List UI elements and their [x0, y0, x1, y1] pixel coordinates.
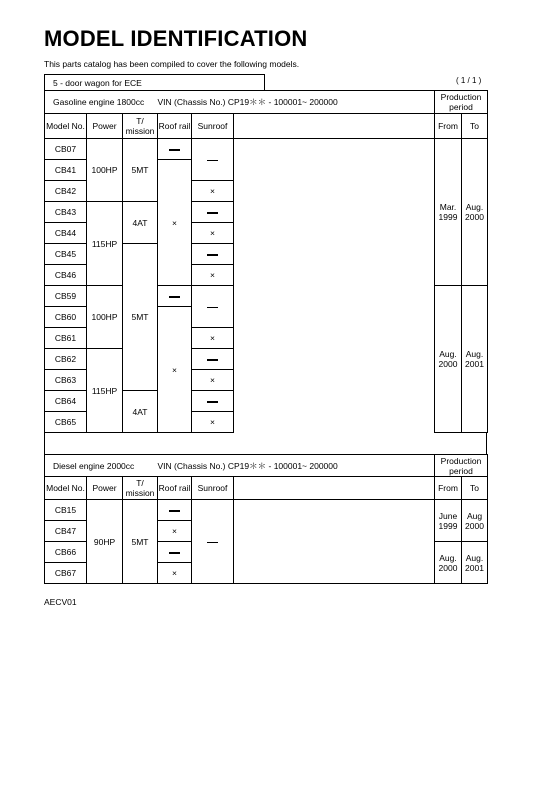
model-no: CB43 — [45, 202, 87, 223]
roof-rail-cell — [158, 286, 192, 307]
model-no: CB42 — [45, 181, 87, 202]
model-no: CB60 — [45, 307, 87, 328]
intro-text: This parts catalog has been compiled to cover the following models. — [44, 59, 300, 69]
transmission-cell: 5MT — [123, 244, 158, 391]
model-no: CB59 — [45, 286, 87, 307]
roof-rail-cell — [158, 500, 192, 521]
to-header: To — [462, 477, 488, 500]
roof-rail-cell: × — [158, 160, 192, 286]
period-to: Aug 2000 — [462, 500, 488, 542]
power-cell: 100HP — [87, 139, 123, 202]
diesel-model-table — [44, 454, 488, 584]
production-header: Production period — [435, 455, 488, 477]
sunroof-cell — [192, 244, 234, 265]
dash-mark — [207, 542, 218, 544]
production-header: Production period — [435, 91, 488, 114]
to-header: To — [462, 114, 488, 139]
transmission-cell: 5MT — [123, 500, 158, 584]
sunroof-cell — [192, 139, 234, 181]
page-number: ( 1 / 1 ) — [456, 76, 482, 85]
dash-mark — [169, 149, 180, 151]
sunroof-header: Sunroof — [192, 114, 234, 139]
dash-mark — [169, 552, 180, 554]
dash-mark — [207, 160, 218, 162]
page-title: MODEL IDENTIFICATION — [44, 26, 308, 51]
sunroof-cell — [192, 286, 234, 328]
sunroof-cell: × — [192, 223, 234, 244]
model-no: CB44 — [45, 223, 87, 244]
model-no: CB63 — [45, 370, 87, 391]
roof-rail-cell: × — [158, 521, 192, 542]
model-no: CB62 — [45, 349, 87, 370]
engine-label: Gasoline engine 1800cc — [45, 91, 158, 114]
period-from: June 1999 — [435, 500, 462, 542]
model-no: CB64 — [45, 391, 87, 412]
power-header: Power — [87, 114, 123, 139]
model-header: Model No. — [45, 114, 87, 139]
model-no: CB65 — [45, 412, 87, 433]
from-header: From — [435, 114, 462, 139]
power-cell: 100HP — [87, 286, 123, 349]
catalog-code: AECV01 — [44, 597, 77, 607]
blank-area — [234, 500, 435, 584]
from-header: From — [435, 477, 462, 500]
model-no: CB61 — [45, 328, 87, 349]
blank-column — [234, 477, 435, 500]
sunroof-cell — [192, 202, 234, 223]
table-spacer — [44, 433, 487, 454]
power-cell: 115HP — [87, 202, 123, 286]
dash-mark — [169, 296, 180, 298]
model-no: CB45 — [45, 244, 87, 265]
power-header: Power — [87, 477, 123, 500]
gasoline-model-table — [44, 90, 488, 433]
period-to: Aug. 2001 — [462, 286, 488, 433]
model-header: Model No. — [45, 477, 87, 500]
model-no: CB47 — [45, 521, 87, 542]
roof-rail-header: Roof rail — [158, 114, 192, 139]
period-from: Aug. 2000 — [435, 286, 462, 433]
period-to: Aug. 2000 — [462, 139, 488, 286]
blank-area — [234, 139, 435, 433]
sunroof-header: Sunroof — [192, 477, 234, 500]
model-no: CB66 — [45, 542, 87, 563]
transmission-header: T/ mission — [123, 477, 158, 500]
model-no: CB46 — [45, 265, 87, 286]
sunroof-cell: × — [192, 412, 234, 433]
dash-mark — [169, 510, 180, 512]
roof-rail-cell — [158, 139, 192, 160]
transmission-cell: 4AT — [123, 202, 158, 244]
vin-label: VIN (Chassis No.) CP19＊＊ - 100001~ 200000 — [158, 455, 435, 477]
vin-label: VIN (Chassis No.) CP19＊＊ - 100001~ 200000 — [158, 91, 435, 114]
sunroof-cell: × — [192, 181, 234, 202]
sunroof-cell — [192, 500, 234, 584]
period-from: Aug. 2000 — [435, 542, 462, 584]
sunroof-cell — [192, 391, 234, 412]
transmission-header: T/ mission — [123, 114, 158, 139]
transmission-cell: 4AT — [123, 391, 158, 433]
dash-mark — [207, 212, 218, 214]
roof-rail-header: Roof rail — [158, 477, 192, 500]
blank-column — [234, 114, 435, 139]
period-to: Aug. 2001 — [462, 542, 488, 584]
power-cell: 115HP — [87, 349, 123, 433]
sunroof-cell — [192, 349, 234, 370]
dash-mark — [207, 401, 218, 403]
dash-mark — [207, 359, 218, 361]
dash-mark — [207, 254, 218, 256]
engine-label: Diesel engine 2000cc — [45, 455, 158, 477]
sunroof-cell: × — [192, 370, 234, 391]
transmission-cell: 5MT — [123, 139, 158, 202]
section-tag: 5 - door wagon for ECE — [44, 74, 265, 90]
roof-rail-cell: × — [158, 563, 192, 584]
model-no: CB07 — [45, 139, 87, 160]
roof-rail-cell: × — [158, 307, 192, 433]
dash-mark — [207, 307, 218, 309]
model-no: CB15 — [45, 500, 87, 521]
model-no: CB41 — [45, 160, 87, 181]
sunroof-cell: × — [192, 328, 234, 349]
model-no: CB67 — [45, 563, 87, 584]
sunroof-cell: × — [192, 265, 234, 286]
power-cell: 90HP — [87, 500, 123, 584]
period-from: Mar. 1999 — [435, 139, 462, 286]
roof-rail-cell — [158, 542, 192, 563]
